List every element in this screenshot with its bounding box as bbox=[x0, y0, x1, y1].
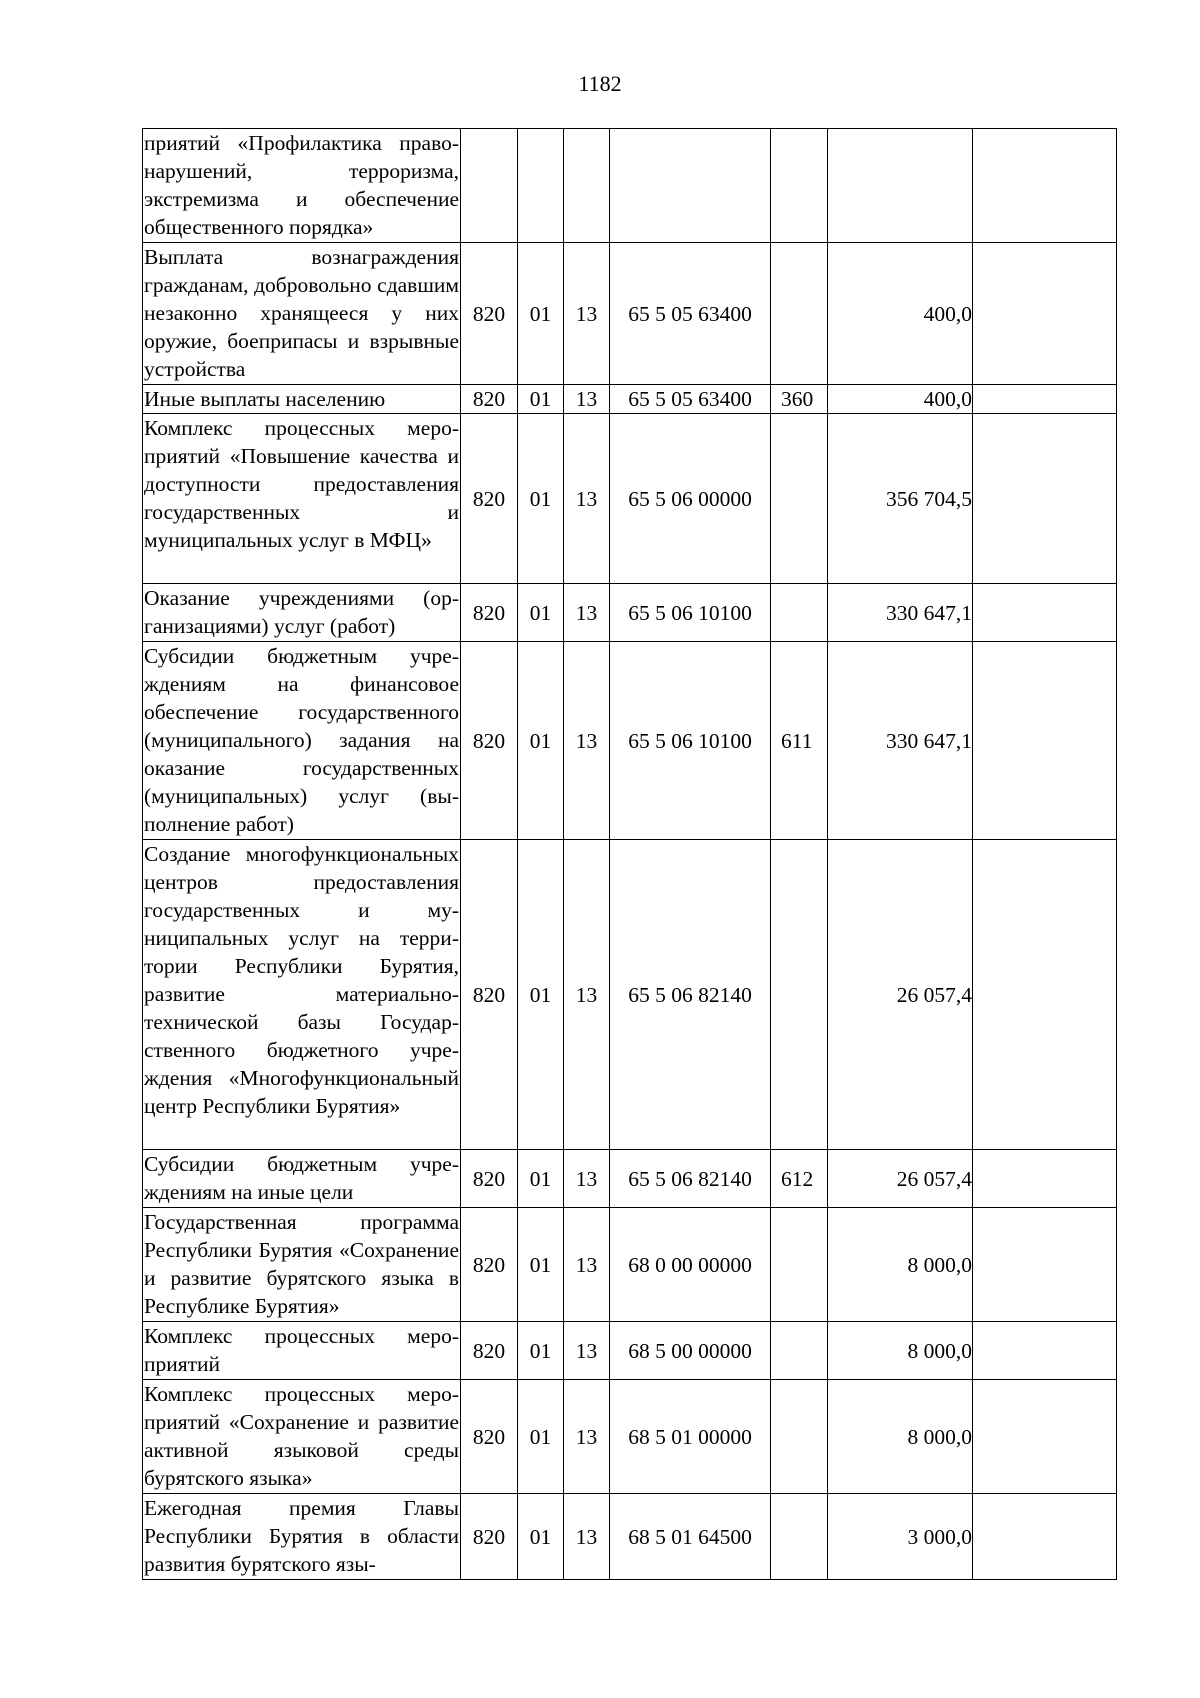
row-extra bbox=[973, 1494, 1117, 1580]
row-csr: 65 5 06 10100 bbox=[610, 642, 771, 840]
row-pr: 13 bbox=[564, 414, 610, 584]
row-vr bbox=[771, 840, 828, 1150]
row-pr: 13 bbox=[564, 385, 610, 414]
row-pr: 13 bbox=[564, 584, 610, 642]
row-extra bbox=[973, 1150, 1117, 1208]
row-pr: 13 bbox=[564, 243, 610, 385]
row-vr bbox=[771, 1322, 828, 1380]
row-sum: 26 057,4 bbox=[828, 840, 973, 1150]
row-extra bbox=[973, 1208, 1117, 1322]
row-vr bbox=[771, 129, 828, 243]
row-sum: 8 000,0 bbox=[828, 1322, 973, 1380]
row-vr bbox=[771, 1494, 828, 1580]
row-pr: 13 bbox=[564, 1208, 610, 1322]
row-ved: 820 bbox=[461, 414, 518, 584]
row-sum bbox=[828, 129, 973, 243]
table-row bbox=[143, 584, 1117, 642]
row-name: Ежегодная премия Главы Республики Бурятия в области развития бурятского язы- bbox=[143, 1494, 461, 1580]
row-vr: 611 bbox=[771, 642, 828, 840]
row-vr bbox=[771, 1380, 828, 1494]
row-name: Субсидии бюджетным учреждениям на иные цели bbox=[143, 1150, 461, 1208]
table-row bbox=[143, 1494, 1117, 1580]
row-ved: 820 bbox=[461, 243, 518, 385]
row-rz bbox=[518, 129, 564, 243]
row-sum: 330 647,1 bbox=[828, 584, 973, 642]
row-sum: 356 704,5 bbox=[828, 414, 973, 584]
row-rz: 01 bbox=[518, 1494, 564, 1580]
row-rz: 01 bbox=[518, 642, 564, 840]
table-row bbox=[143, 840, 1117, 1150]
row-name: Субсидии бюджетным учреждениям на финансовое обеспечение государственного (муниципального) задания на оказание государственных (муниципальных) услуг (выполнение работ) bbox=[143, 642, 461, 840]
table-row bbox=[143, 243, 1117, 385]
row-extra bbox=[973, 385, 1117, 414]
row-name: Комплекс процессных мероприятий «Повышение качества и доступности предоставления государственных и муниципальных услуг в МФЦ» bbox=[143, 414, 461, 584]
row-extra bbox=[973, 243, 1117, 385]
row-pr bbox=[564, 129, 610, 243]
row-csr: 65 5 06 82140 bbox=[610, 1150, 771, 1208]
row-csr: 65 5 06 10100 bbox=[610, 584, 771, 642]
row-pr: 13 bbox=[564, 1150, 610, 1208]
row-ved: 820 bbox=[461, 1150, 518, 1208]
row-ved: 820 bbox=[461, 385, 518, 414]
row-sum: 8 000,0 bbox=[828, 1208, 973, 1322]
table-row bbox=[143, 642, 1117, 840]
row-pr: 13 bbox=[564, 1494, 610, 1580]
row-rz: 01 bbox=[518, 840, 564, 1150]
row-name: приятий «Профилактика правонарушений, терроризма, экстремизма и обеспечение общественного порядка» bbox=[143, 129, 461, 243]
row-sum: 3 000,0 bbox=[828, 1494, 973, 1580]
row-pr: 13 bbox=[564, 642, 610, 840]
row-sum: 26 057,4 bbox=[828, 1150, 973, 1208]
row-extra bbox=[973, 840, 1117, 1150]
table-row bbox=[143, 385, 1117, 414]
row-extra bbox=[973, 414, 1117, 584]
table-row bbox=[143, 414, 1117, 584]
row-name: Комплекс процессных мероприятий «Сохранение и развитие активной языковой среды бурятского языка» bbox=[143, 1380, 461, 1494]
row-name: Оказание учреждениями (организациями) услуг (работ) bbox=[143, 584, 461, 642]
row-sum: 330 647,1 bbox=[828, 642, 973, 840]
table-row bbox=[143, 129, 1117, 243]
budget-table bbox=[142, 128, 1117, 1580]
row-sum: 8 000,0 bbox=[828, 1380, 973, 1494]
row-extra bbox=[973, 642, 1117, 840]
row-extra bbox=[973, 1322, 1117, 1380]
row-rz: 01 bbox=[518, 1380, 564, 1494]
row-ved: 820 bbox=[461, 584, 518, 642]
row-csr bbox=[610, 129, 771, 243]
row-vr bbox=[771, 584, 828, 642]
row-sum: 400,0 bbox=[828, 243, 973, 385]
row-rz: 01 bbox=[518, 1208, 564, 1322]
row-name: Государственная программа Республики Бурятия «Сохранение и развитие бурятского языка в Республике Бурятия» bbox=[143, 1208, 461, 1322]
row-rz: 01 bbox=[518, 414, 564, 584]
row-vr: 360 bbox=[771, 385, 828, 414]
row-csr: 65 5 06 00000 bbox=[610, 414, 771, 584]
row-ved: 820 bbox=[461, 1208, 518, 1322]
row-ved bbox=[461, 129, 518, 243]
row-rz: 01 bbox=[518, 1150, 564, 1208]
row-extra bbox=[973, 1380, 1117, 1494]
row-rz: 01 bbox=[518, 243, 564, 385]
table-row bbox=[143, 1150, 1117, 1208]
budget-table-body bbox=[143, 129, 1117, 1580]
row-csr: 65 5 05 63400 bbox=[610, 243, 771, 385]
row-name: Выплата вознаграждения гражданам, добровольно сдавшим незаконно хранящееся у них оружие, боеприпасы и взрывные устройства bbox=[143, 243, 461, 385]
table-row bbox=[143, 1380, 1117, 1494]
row-rz: 01 bbox=[518, 1322, 564, 1380]
row-name: Создание многофункциональных центров предоставления государственных и муниципальных услуг на территории Республики Бурятия, развитие материально-технической базы Государственного бюджетного учреждения «Многофункциональный центр Республики Бурятия» bbox=[143, 840, 461, 1150]
row-ved: 820 bbox=[461, 1380, 518, 1494]
row-ved: 820 bbox=[461, 840, 518, 1150]
row-pr: 13 bbox=[564, 840, 610, 1150]
row-name: Комплекс процессных мероприятий bbox=[143, 1322, 461, 1380]
row-vr bbox=[771, 243, 828, 385]
row-csr: 68 5 01 64500 bbox=[610, 1494, 771, 1580]
row-vr bbox=[771, 1208, 828, 1322]
row-ved: 820 bbox=[461, 1494, 518, 1580]
row-ved: 820 bbox=[461, 642, 518, 840]
row-vr: 612 bbox=[771, 1150, 828, 1208]
row-ved: 820 bbox=[461, 1322, 518, 1380]
page-number: 1182 bbox=[578, 71, 622, 96]
row-csr: 65 5 05 63400 bbox=[610, 385, 771, 414]
row-sum: 400,0 bbox=[828, 385, 973, 414]
row-extra bbox=[973, 129, 1117, 243]
row-name: Иные выплаты населению bbox=[143, 385, 461, 414]
row-csr: 68 0 00 00000 bbox=[610, 1208, 771, 1322]
table-row bbox=[143, 1322, 1117, 1380]
row-vr bbox=[771, 414, 828, 584]
row-pr: 13 bbox=[564, 1380, 610, 1494]
row-pr: 13 bbox=[564, 1322, 610, 1380]
table-row bbox=[143, 1208, 1117, 1322]
row-csr: 65 5 06 82140 bbox=[610, 840, 771, 1150]
row-csr: 68 5 00 00000 bbox=[610, 1322, 771, 1380]
row-csr: 68 5 01 00000 bbox=[610, 1380, 771, 1494]
row-extra bbox=[973, 584, 1117, 642]
row-rz: 01 bbox=[518, 385, 564, 414]
row-rz: 01 bbox=[518, 584, 564, 642]
